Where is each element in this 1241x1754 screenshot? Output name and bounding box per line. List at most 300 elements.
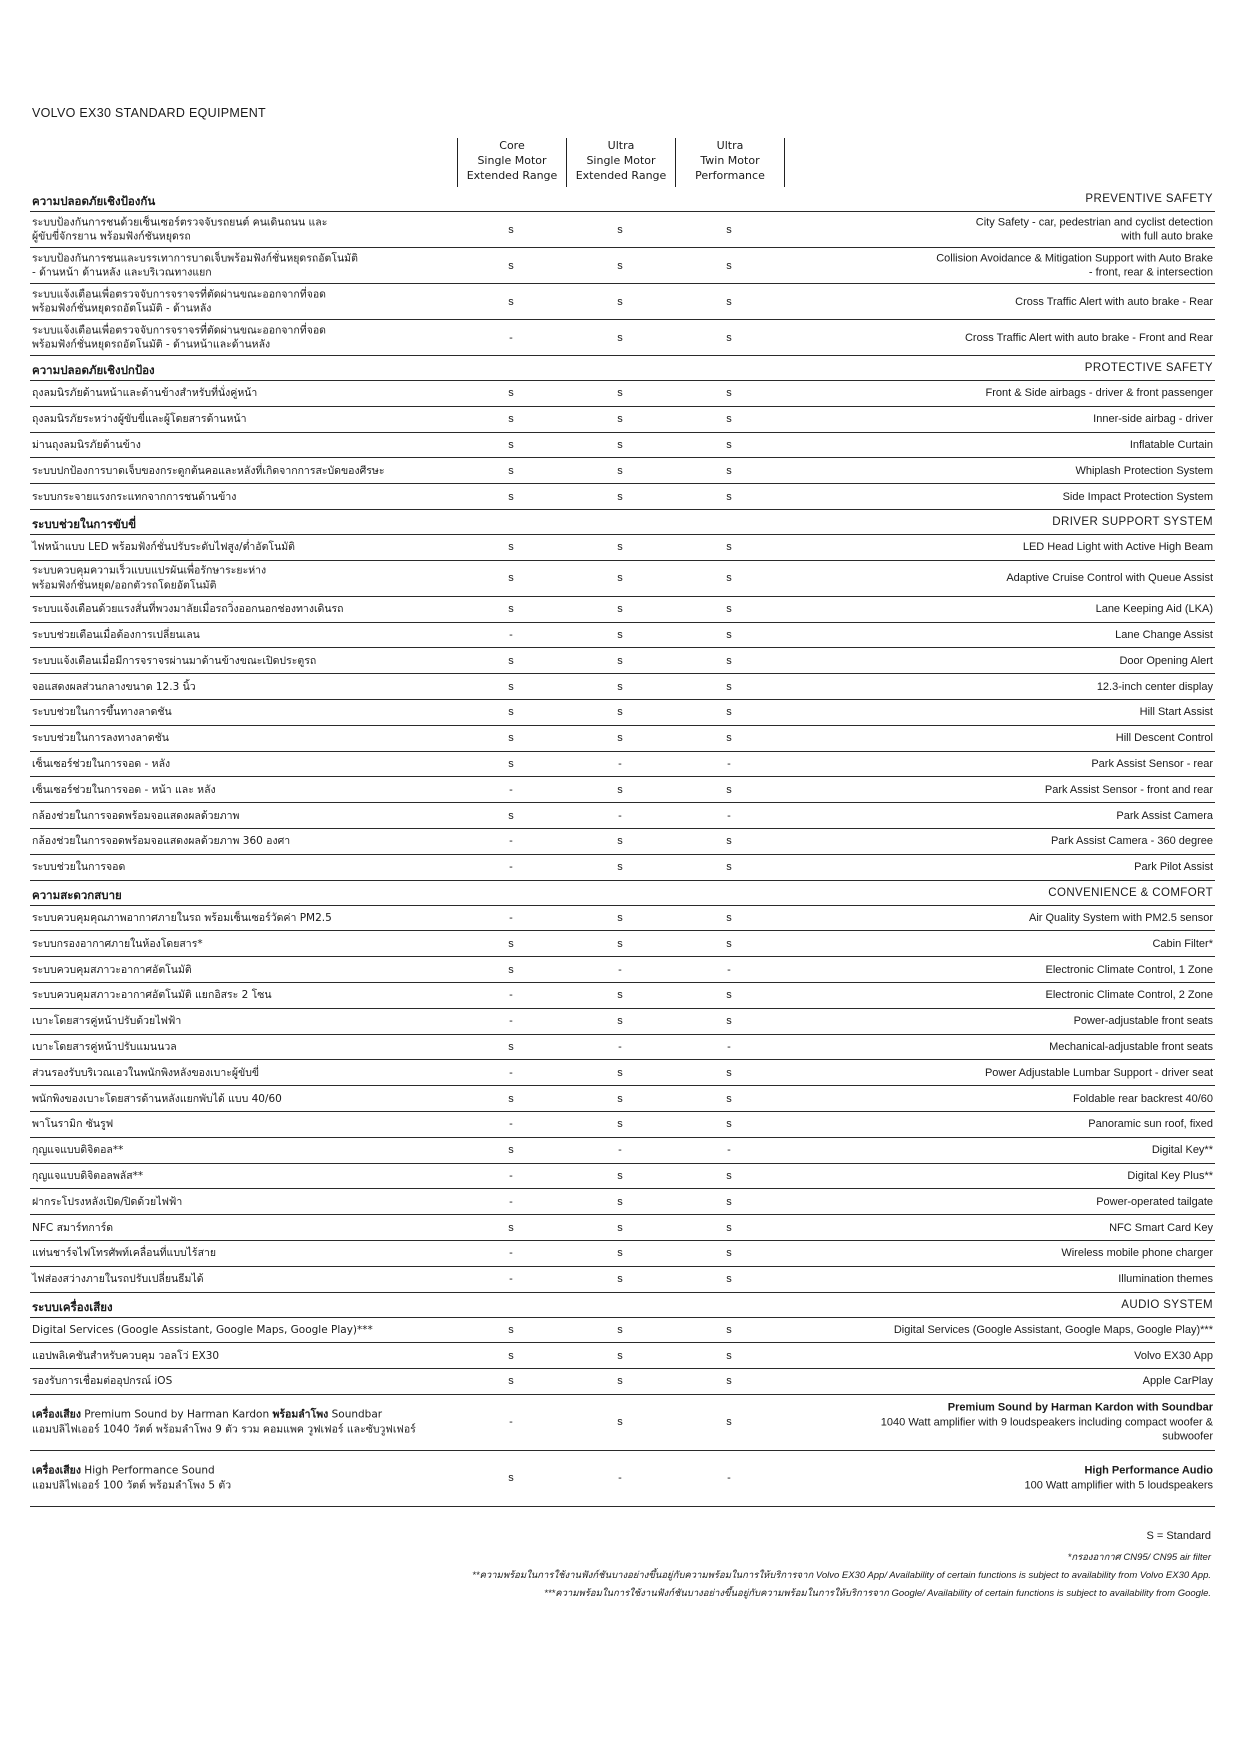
availability-cell: s: [617, 603, 623, 616]
feature-name-thai: [32, 1169, 472, 1184]
feature-name-english: [793, 464, 1213, 479]
feature-name-english: [793, 602, 1213, 617]
availability-cell: s: [508, 541, 514, 554]
feature-name-english-line: Panoramic sun roof, fixed: [1088, 1118, 1213, 1131]
feature-name-thai: [32, 679, 472, 694]
feature-name-thai-line: ม่านถุงลมนิรภัยด้านข้าง: [32, 438, 141, 451]
footnote-air-filter: *กรองอากาศ CN95/ CN95 air filter: [1067, 1552, 1211, 1563]
table-row: [30, 535, 1215, 561]
feature-name-english: [793, 988, 1213, 1003]
feature-name-thai: [32, 386, 472, 401]
availability-cell: -: [509, 1195, 513, 1208]
availability-cell: -: [727, 963, 731, 976]
availability-cell: s: [508, 757, 514, 770]
section-title-thai: ความสะดวกสบาย: [32, 887, 122, 902]
table-row: [30, 381, 1215, 407]
feature-name-thai: [32, 628, 472, 643]
table-row: [30, 320, 1215, 356]
availability-cell: s: [617, 572, 623, 585]
table-row: [30, 1164, 1215, 1190]
feature-name-thai-line: NFC สมาร์ทการ์ด: [32, 1221, 114, 1234]
feature-name-thai-line: แอปพลิเคชันสำหรับควบคุม วอลโว่ EX30: [32, 1349, 220, 1362]
feature-name-thai-line: จอแสดงผลส่วนกลางขนาด 12.3 นิ้ว: [32, 680, 196, 693]
section-title-english: AUDIO SYSTEM: [1121, 1298, 1213, 1311]
feature-name-thai-line: ผู้ขับขี่จักรยาน พร้อมฟังก์ชันหยุดรถ: [32, 230, 191, 243]
feature-name-english-line: Cabin Filter*: [1152, 937, 1213, 950]
availability-cell: s: [617, 387, 623, 400]
table-row: [30, 212, 1215, 248]
availability-cell: s: [726, 937, 732, 950]
availability-cell: s: [617, 989, 623, 1002]
feature-name-thai-line: ระบบปกป้องการบาดเจ็บของกระดูกต้นคอและหลังที่เกิดจากการสะบัดของศีรษะ: [32, 464, 385, 477]
availability-cell: s: [726, 861, 732, 874]
page-title: VOLVO EX30 STANDARD EQUIPMENT: [32, 106, 266, 120]
section-title-thai: ความปลอดภัยเชิงป้องกัน: [32, 194, 156, 208]
feature-name-english: [793, 1272, 1213, 1287]
feature-name-english: [793, 731, 1213, 746]
feature-name-thai-line: พาโนรามิก ซันรูฟ: [32, 1118, 114, 1131]
availability-cell: s: [726, 572, 732, 585]
availability-cell: s: [726, 706, 732, 719]
availability-cell: s: [617, 438, 623, 451]
availability-cell: s: [617, 783, 623, 796]
availability-cell: s: [617, 541, 623, 554]
feature-name-english-line: Door Opening Alert: [1119, 654, 1213, 667]
section-title-thai: ความปลอดภัยเชิงปกป้อง: [32, 363, 155, 377]
feature-name-english: [793, 1464, 1213, 1493]
feature-name-thai-line: เซ็นเซอร์ช่วยในการจอด - หลัง: [32, 757, 171, 770]
availability-cell: s: [508, 572, 514, 585]
table-row: [30, 284, 1215, 320]
feature-name-english-line: Park Assist Sensor - front and rear: [1044, 783, 1213, 796]
table-row: [30, 1035, 1215, 1061]
availability-cell: s: [726, 783, 732, 796]
feature-name-english-line: Cross Traffic Alert with auto brake - Front and Rear: [964, 331, 1213, 344]
feature-name-english-line: Wireless mobile phone charger: [1061, 1247, 1213, 1260]
table-row: [30, 777, 1215, 803]
availability-cell: s: [508, 1472, 514, 1485]
feature-name-thai-text: Soundbar: [328, 1408, 383, 1421]
feature-name-english: [793, 834, 1213, 849]
feature-name-english: [793, 294, 1213, 309]
feature-name-thai: [32, 464, 472, 479]
availability-cell: s: [617, 706, 623, 719]
availability-cell: s: [726, 387, 732, 400]
table-row: [30, 829, 1215, 855]
feature-name-english-line: subwoofer: [1162, 1430, 1213, 1443]
feature-name-english-line: Side Impact Protection System: [1062, 490, 1213, 503]
feature-name-english: [793, 1348, 1213, 1363]
table-row: [30, 433, 1215, 459]
availability-cell: -: [509, 783, 513, 796]
feature-name-thai-line: ระบบควบคุมสภาวะอากาศอัตโนมัติ: [32, 963, 192, 976]
feature-name-thai-line: ระบบกรองอากาศภายในห้องโดยสาร*: [32, 937, 203, 950]
availability-cell: -: [618, 963, 622, 976]
table-row: [30, 623, 1215, 649]
table-row: [30, 248, 1215, 284]
feature-name-english-line: Digital Services (Google Assistant, Google Maps, Google Play)***: [893, 1323, 1213, 1336]
feature-name-thai: [32, 988, 472, 1003]
feature-name-english: [793, 251, 1213, 280]
availability-cell: s: [617, 1273, 623, 1286]
table-row: [30, 1189, 1215, 1215]
availability-cell: s: [617, 1221, 623, 1234]
feature-name-thai-line: กุญแจแบบดิจิตอลพลัส**: [32, 1169, 144, 1182]
feature-name-thai: [32, 705, 472, 720]
legend-standard: S = Standard: [1146, 1530, 1211, 1542]
table-row: [30, 1451, 1215, 1507]
column-header-line: Single Motor: [477, 154, 547, 167]
section-header: [30, 510, 1215, 535]
table-row: [30, 1395, 1215, 1451]
feature-name-english: [793, 705, 1213, 720]
feature-name-english: [793, 783, 1213, 798]
availability-cell: -: [509, 331, 513, 344]
availability-cell: s: [726, 223, 732, 236]
feature-name-thai: [32, 251, 472, 280]
feature-name-thai: [32, 323, 472, 352]
availability-cell: s: [726, 331, 732, 344]
feature-name-english: [793, 1220, 1213, 1235]
availability-cell: s: [508, 654, 514, 667]
feature-name-english: [793, 438, 1213, 453]
availability-cell: s: [508, 1221, 514, 1234]
feature-name-english-line: Electronic Climate Control, 2 Zone: [1045, 989, 1213, 1002]
availability-cell: -: [509, 628, 513, 641]
availability-cell: s: [508, 963, 514, 976]
availability-cell: -: [509, 911, 513, 924]
feature-name-english: [793, 1117, 1213, 1132]
feature-name-thai: [32, 1194, 472, 1209]
table-row: [30, 1138, 1215, 1164]
column-header-line: Performance: [695, 169, 765, 182]
feature-name-english-line: LED Head Light with Active High Beam: [1022, 541, 1213, 554]
table-row: [30, 855, 1215, 881]
feature-name-thai: [32, 215, 472, 244]
availability-cell: -: [509, 989, 513, 1002]
table-row: [30, 1318, 1215, 1344]
table-row: [30, 458, 1215, 484]
feature-name-thai: [32, 564, 472, 593]
availability-cell: s: [617, 295, 623, 308]
availability-cell: s: [617, 1416, 623, 1429]
feature-name-english: [793, 412, 1213, 427]
availability-cell: s: [617, 1323, 623, 1336]
feature-name-thai: [32, 287, 472, 316]
availability-cell: s: [617, 464, 623, 477]
availability-cell: s: [726, 490, 732, 503]
feature-name-english: [793, 1065, 1213, 1080]
table-row: [30, 1009, 1215, 1035]
availability-cell: s: [726, 438, 732, 451]
availability-cell: s: [617, 1066, 623, 1079]
availability-cell: s: [508, 464, 514, 477]
table-row: [30, 597, 1215, 623]
column-header-line: Single Motor: [586, 154, 656, 167]
feature-name-thai-line: แท่นชาร์จไฟโทรศัพท์เคลื่อนที่แบบไร้สาย: [32, 1247, 217, 1260]
feature-name-thai: [32, 962, 472, 977]
availability-cell: s: [726, 1247, 732, 1260]
section-title-english: PREVENTIVE SAFETY: [1085, 193, 1213, 205]
table-row: [30, 803, 1215, 829]
feature-name-thai: [32, 438, 472, 453]
availability-cell: s: [617, 223, 623, 236]
feature-name-english: [793, 628, 1213, 643]
availability-cell: s: [726, 1092, 732, 1105]
availability-cell: s: [726, 680, 732, 693]
feature-name-english-line: Digital Key**: [1151, 1143, 1213, 1156]
feature-name-thai: [32, 757, 472, 772]
feature-name-english: [793, 808, 1213, 823]
feature-name-thai: [32, 1408, 472, 1437]
availability-cell: -: [618, 809, 622, 822]
column-header-line: Ultra: [607, 139, 635, 152]
availability-cell: s: [508, 603, 514, 616]
availability-cell: s: [508, 413, 514, 426]
availability-cell: s: [617, 1015, 623, 1028]
feature-name-thai-line: ระบบช่วยในการขึ้นทางลาดชัน: [32, 706, 172, 719]
table-row: [30, 648, 1215, 674]
feature-name-english-line: Volvo EX30 App: [1134, 1349, 1213, 1362]
feature-name-english-line: Hill Start Assist: [1139, 706, 1213, 719]
feature-name-thai: [32, 1065, 472, 1080]
feature-name-thai-bold: พร้อมลำโพง: [272, 1408, 329, 1421]
feature-name-thai-text: High Performance Sound: [80, 1464, 215, 1477]
feature-name-thai-line: [32, 1464, 472, 1479]
availability-cell: s: [726, 1066, 732, 1079]
table-row: [30, 1112, 1215, 1138]
feature-name-english-line: Inflatable Curtain: [1129, 438, 1213, 451]
availability-cell: s: [726, 911, 732, 924]
availability-cell: s: [617, 1195, 623, 1208]
feature-name-english-line: Park Assist Sensor - rear: [1091, 757, 1213, 770]
availability-cell: s: [508, 937, 514, 950]
feature-name-english: [793, 1169, 1213, 1184]
availability-cell: s: [617, 937, 623, 950]
availability-cell: s: [726, 1323, 732, 1336]
feature-name-thai-line: พร้อมฟังก์ชั่นหยุดรถอัตโนมัติ - ด้านหลัง: [32, 302, 212, 315]
availability-cell: s: [508, 1144, 514, 1157]
feature-name-thai: [32, 1464, 472, 1493]
feature-name-thai: [32, 602, 472, 617]
column-header-line: Core: [499, 139, 525, 152]
availability-cell: s: [617, 331, 623, 344]
availability-cell: -: [509, 835, 513, 848]
availability-cell: s: [726, 654, 732, 667]
column-header-line: Ultra: [716, 139, 744, 152]
table-row: [30, 484, 1215, 510]
feature-name-english-line: Park Pilot Assist: [1134, 860, 1213, 873]
feature-name-thai-bold: เครื่องเสียง: [32, 1464, 81, 1477]
availability-cell: s: [617, 911, 623, 924]
feature-name-thai-line: ถุงลมนิรภัยด้านหน้าและด้านข้างสำหรับที่นั่งคู่หน้า: [32, 387, 258, 400]
column-header-line: Extended Range: [575, 169, 667, 182]
feature-name-thai-line: ระบบป้องกันการชนและบรรเทาการบาดเจ็บพร้อมฟังก์ชั่นหยุดรถอัตโนมัติ: [32, 252, 358, 264]
feature-name-english-bold: Premium Sound by Harman Kardon with Soundbar: [947, 1401, 1213, 1414]
feature-name-english-line: Mechanical-adjustable front seats: [1049, 1040, 1213, 1053]
feature-name-english-line: Apple CarPlay: [1142, 1375, 1213, 1388]
feature-name-thai-line: ไฟส่องสว่างภายในรถปรับเปลี่ยนธีมได้: [32, 1272, 204, 1285]
feature-name-english: [793, 1194, 1213, 1209]
feature-name-english: [793, 1246, 1213, 1261]
availability-cell: -: [509, 1416, 513, 1429]
feature-name-english: [793, 1323, 1213, 1338]
feature-name-english-line: Whiplash Protection System: [1075, 464, 1213, 477]
availability-cell: -: [509, 1066, 513, 1079]
feature-name-english: [793, 679, 1213, 694]
column-headers: [457, 138, 787, 187]
feature-name-thai-line: ระบบช่วยในการลงทางลาดชัน: [32, 731, 169, 744]
feature-name-thai: [32, 1117, 472, 1132]
availability-cell: s: [617, 680, 623, 693]
feature-name-english-line: Lane Keeping Aid (LKA): [1095, 602, 1213, 615]
section-header: [30, 356, 1215, 381]
feature-name-english-line: Adaptive Cruise Control with Queue Assist: [1006, 572, 1213, 585]
section-header: [30, 187, 1215, 212]
feature-name-english-line: Cross Traffic Alert with auto brake - Rear: [1015, 295, 1213, 308]
table-row: [30, 1267, 1215, 1293]
feature-name-english: [793, 1374, 1213, 1389]
availability-cell: s: [726, 1195, 732, 1208]
feature-name-thai-line: ระบบแจ้งเตือนเพื่อตรวจจับการจราจรที่ตัดผ่านขณะออกจากที่จอด: [32, 324, 326, 336]
availability-cell: s: [726, 1273, 732, 1286]
availability-cell: -: [618, 757, 622, 770]
feature-name-thai: [32, 654, 472, 669]
table-row: [30, 1343, 1215, 1369]
feature-name-english-line: Park Assist Camera - 360 degree: [1050, 835, 1213, 848]
section-title-english: CONVENIENCE & COMFORT: [1048, 886, 1213, 899]
section-header: [30, 881, 1215, 906]
availability-cell: s: [508, 295, 514, 308]
feature-name-english-line: Electronic Climate Control, 1 Zone: [1045, 963, 1213, 976]
availability-cell: s: [508, 1323, 514, 1336]
feature-name-thai: [32, 1323, 472, 1338]
availability-cell: -: [509, 1247, 513, 1260]
footnote-google: ***ความพร้อมในการใช้งานฟังก์ชันบางอย่างขึ้นอยู่กับความพร้อมในการให้บริการจาก Google/ Availability of certain functions is subject to availability from Google.: [544, 1588, 1211, 1599]
availability-cell: -: [509, 1273, 513, 1286]
feature-name-english-line: Power-adjustable front seats: [1073, 1014, 1213, 1027]
availability-cell: s: [508, 1092, 514, 1105]
feature-name-english: [793, 1014, 1213, 1029]
section-title-thai: ระบบเครื่องเสียง: [32, 1299, 113, 1314]
availability-cell: s: [508, 259, 514, 272]
feature-name-english: [793, 1040, 1213, 1055]
feature-name-thai-line: Digital Services (Google Assistant, Google Maps, Google Play)***: [32, 1323, 373, 1336]
availability-cell: -: [727, 757, 731, 770]
feature-name-english-bold: High Performance Audio: [1084, 1464, 1213, 1477]
availability-cell: s: [617, 1247, 623, 1260]
availability-cell: -: [727, 1472, 731, 1485]
table-row: [30, 1369, 1215, 1395]
feature-name-thai-line: ระบบแจ้งเตือนเพื่อตรวจจับการจราจรที่ตัดผ่านขณะออกจากที่จอด: [32, 288, 326, 300]
feature-name-thai-line: กุญแจแบบดิจิตอล**: [32, 1143, 124, 1156]
availability-cell: s: [508, 223, 514, 236]
feature-name-english-line: City Safety - car, pedestrian and cyclist detection: [975, 216, 1213, 228]
feature-name-english-line: Digital Key Plus**: [1127, 1169, 1213, 1182]
table-row: [30, 957, 1215, 983]
feature-name-english: [793, 386, 1213, 401]
feature-name-english-line: - front, rear & intersection: [1088, 266, 1213, 279]
feature-name-english: [793, 936, 1213, 951]
availability-cell: s: [617, 835, 623, 848]
availability-cell: -: [727, 1040, 731, 1053]
feature-name-english-line: NFC Smart Card Key: [1109, 1221, 1213, 1234]
availability-cell: s: [617, 628, 623, 641]
feature-name-thai-line: - ด้านหน้า ด้านหลัง และบริเวณทางแยก: [32, 266, 212, 279]
section-title-thai: ระบบช่วยในการขับขี่: [32, 516, 137, 531]
availability-cell: s: [726, 835, 732, 848]
availability-cell: s: [508, 438, 514, 451]
table-row: [30, 1086, 1215, 1112]
availability-cell: s: [726, 1118, 732, 1131]
feature-name-thai-line: พร้อมฟังก์ชั่นหยุด/ออกตัวรถโดยอัตโนมัติ: [32, 579, 217, 592]
feature-name-thai: [32, 412, 472, 427]
equipment-table: [30, 187, 1215, 1507]
feature-name-thai-line: ระบบควบคุมสภาวะอากาศอัตโนมัติ แยกอิสระ 2 โซน: [32, 989, 272, 1002]
feature-name-thai-line: แอมปลิไฟเออร์ 100 วัตต์ พร้อมลำโพง 5 ตัว: [32, 1479, 232, 1492]
feature-name-thai-line: ฝากระโปรงหลังเปิด/ปิดด้วยไฟฟ้า: [32, 1195, 183, 1208]
feature-name-english: [793, 1143, 1213, 1158]
feature-name-english: [793, 215, 1213, 244]
table-row: [30, 407, 1215, 433]
feature-name-thai-text: Premium Sound by Harman Kardon: [80, 1408, 273, 1421]
feature-name-english-line: Illumination themes: [1118, 1272, 1213, 1285]
column-header-line: Twin Motor: [700, 154, 760, 167]
feature-name-english: [793, 1091, 1213, 1106]
availability-cell: -: [618, 1144, 622, 1157]
availability-cell: s: [617, 732, 623, 745]
feature-name-english-line: Front & Side airbags - driver & front passenger: [985, 387, 1213, 400]
availability-cell: s: [617, 861, 623, 874]
feature-name-thai: [32, 834, 472, 849]
availability-cell: s: [617, 1169, 623, 1182]
feature-name-thai-line: ระบบควบคุมความเร็วแบบแปรผันเพื่อรักษาระยะห่าง: [32, 564, 267, 577]
availability-cell: s: [726, 989, 732, 1002]
availability-cell: s: [726, 603, 732, 616]
availability-cell: -: [618, 1040, 622, 1053]
availability-cell: -: [509, 1118, 513, 1131]
table-row: [30, 906, 1215, 932]
feature-name-english: [793, 540, 1213, 555]
feature-name-thai-line: กล้องช่วยในการจอดพร้อมจอแสดงผลด้วยภาพ: [32, 809, 240, 822]
feature-name-thai: [32, 1014, 472, 1029]
availability-cell: -: [727, 809, 731, 822]
feature-name-english: [793, 489, 1213, 504]
feature-name-thai: [32, 783, 472, 798]
availability-cell: s: [726, 259, 732, 272]
availability-cell: s: [617, 1092, 623, 1105]
availability-cell: s: [726, 1349, 732, 1362]
availability-cell: s: [726, 1416, 732, 1429]
availability-cell: s: [508, 1375, 514, 1388]
availability-cell: s: [726, 1169, 732, 1182]
feature-name-english: [793, 757, 1213, 772]
feature-name-thai: [32, 1272, 472, 1287]
feature-name-thai-line: รองรับการเชื่อมต่ออุปกรณ์ iOS: [32, 1375, 173, 1388]
feature-name-english: [793, 654, 1213, 669]
availability-cell: s: [726, 295, 732, 308]
feature-name-thai: [32, 540, 472, 555]
feature-name-english: [793, 860, 1213, 875]
column-header-ultra-single: [566, 138, 675, 187]
feature-name-thai-line: ระบบแจ้งเตือนด้วยแรงสั่นที่พวงมาลัยเมื่อรถวิ่งออกนอกช่องทางเดินรถ: [32, 602, 344, 615]
availability-cell: s: [617, 1349, 623, 1362]
availability-cell: -: [509, 1015, 513, 1028]
feature-name-thai: [32, 860, 472, 875]
feature-name-thai-line: ระบบแจ้งเตือนเมื่อมีการจราจรผ่านมาด้านข้างขณะเปิดประตูรถ: [32, 654, 317, 667]
feature-name-english-line: 100 Watt amplifier with 5 loudspeakers: [1024, 1479, 1213, 1492]
feature-name-thai-line: เบาะโดยสารคู่หน้าปรับแมนนวล: [32, 1040, 177, 1053]
